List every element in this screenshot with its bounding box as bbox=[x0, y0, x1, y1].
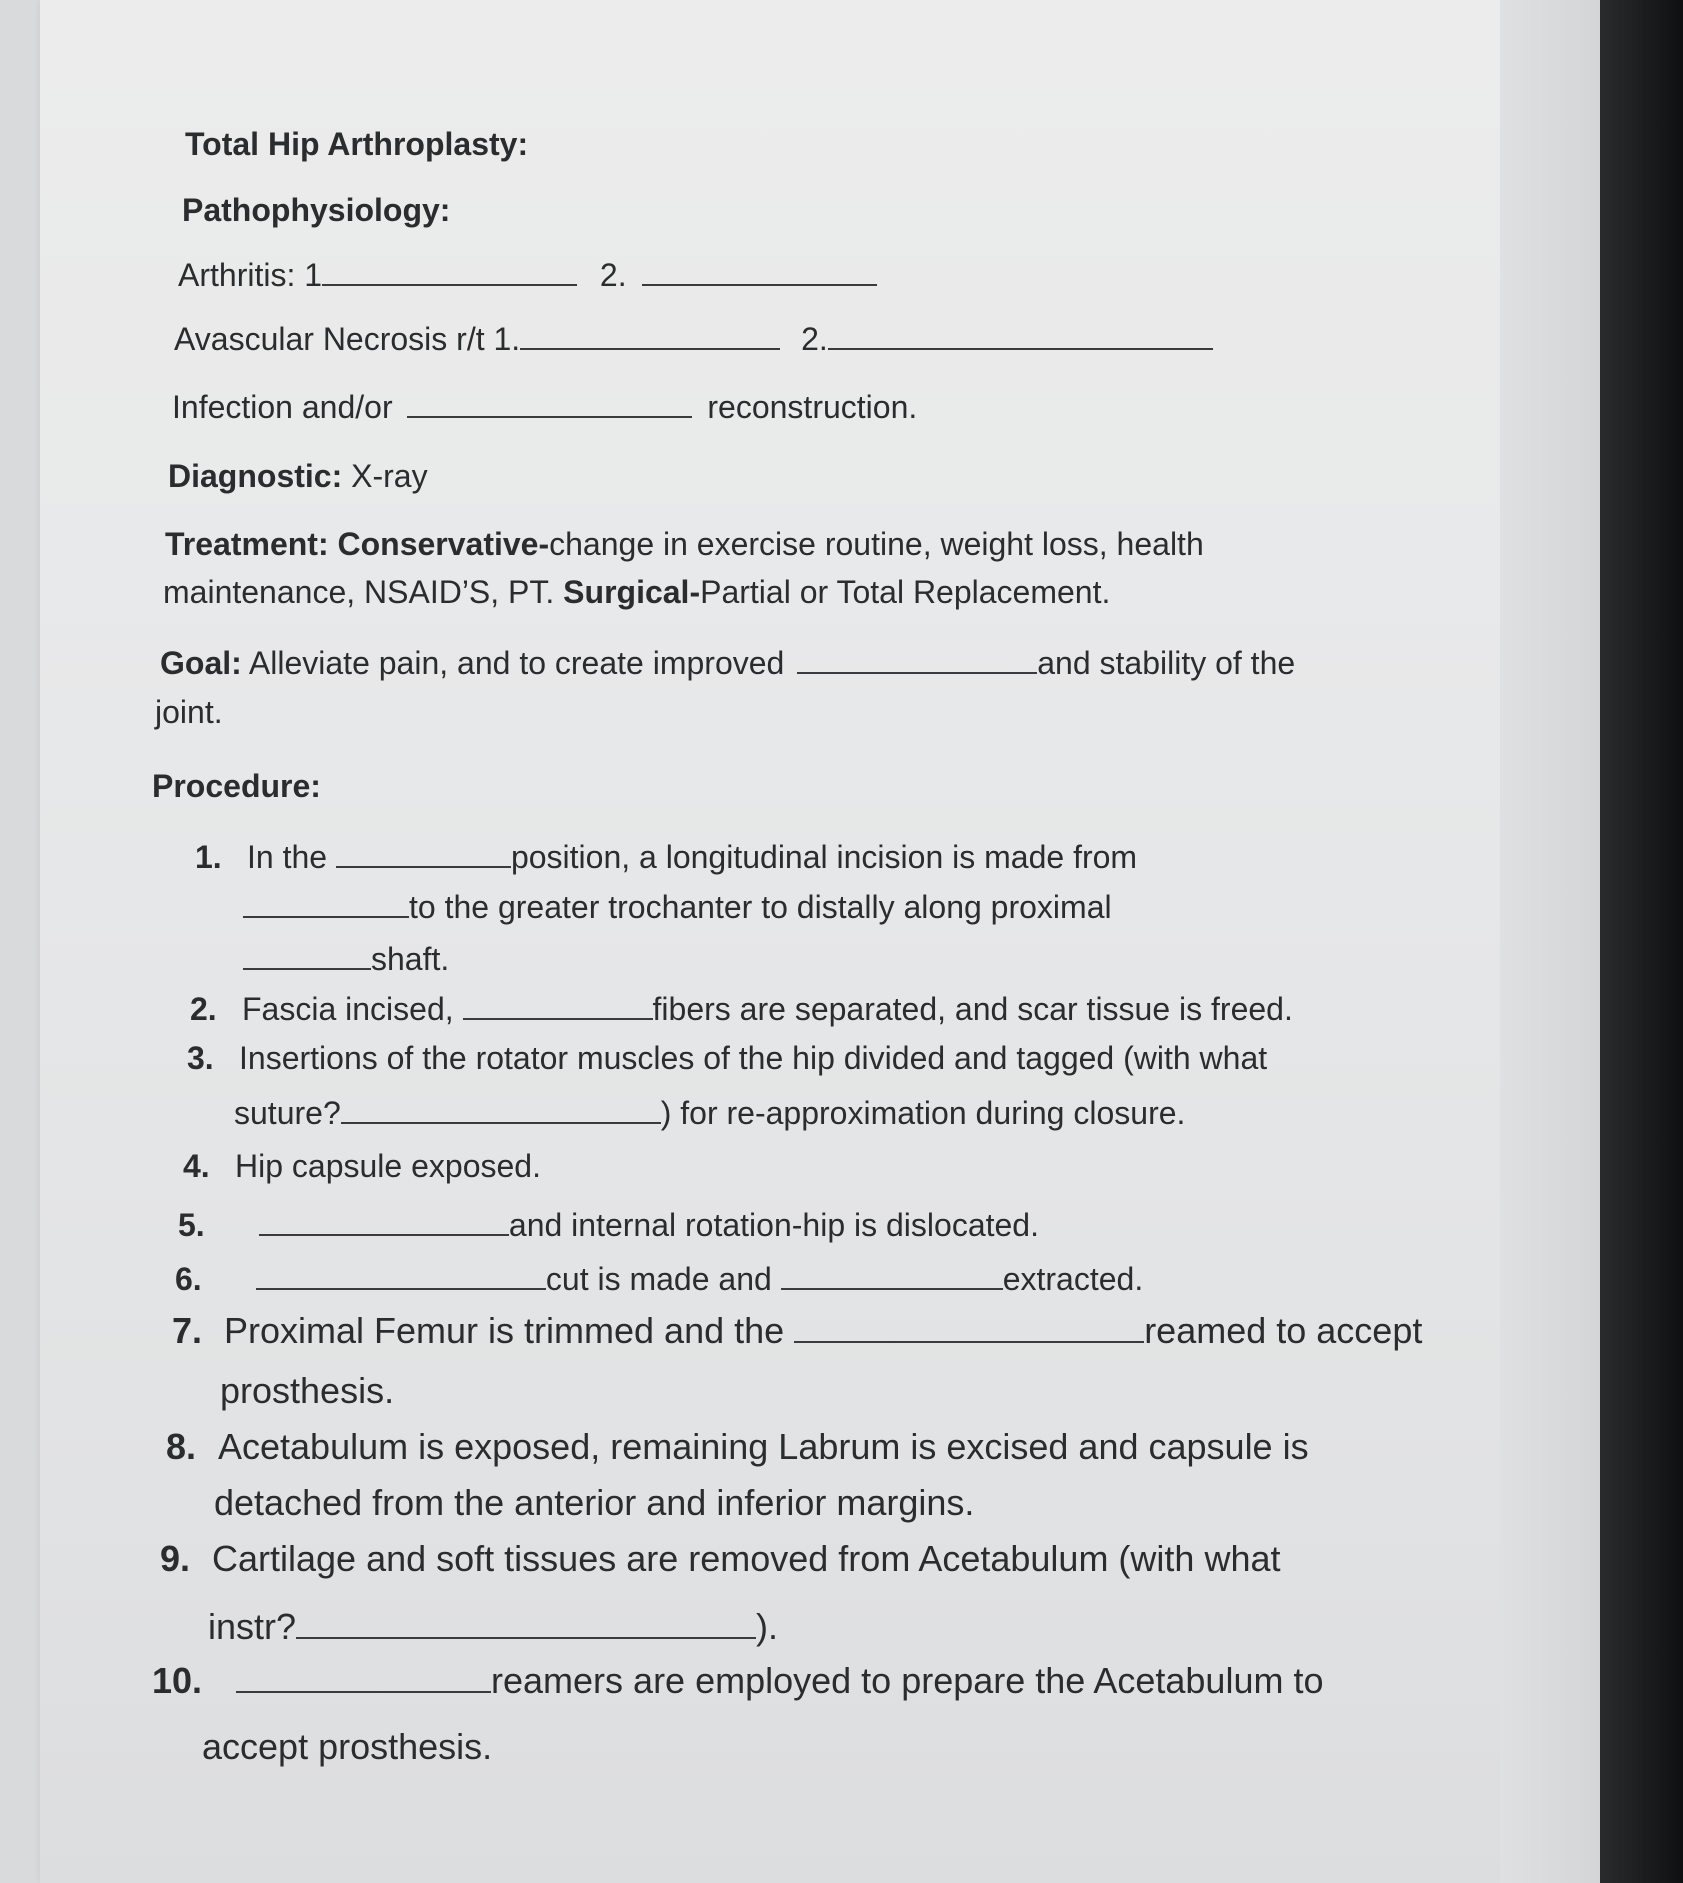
infection-blank[interactable] bbox=[407, 386, 692, 418]
surgical-label: Surgical- bbox=[563, 574, 701, 610]
goal-text: Alleviate pain, and to create improved bbox=[248, 645, 785, 681]
step-2-line-1 bbox=[190, 988, 1293, 1029]
arthritis-line bbox=[178, 254, 877, 295]
step-9-blank-instrument[interactable] bbox=[296, 1607, 756, 1639]
step-3-line-1 bbox=[187, 1038, 1267, 1078]
step-9-text-b: instr? bbox=[208, 1606, 297, 1647]
treatment-line2-text: maintenance, NSAID’S, PT. bbox=[163, 574, 555, 610]
avascular-label: Avascular Necrosis r/t 1. bbox=[174, 321, 521, 357]
conservative-label: Conservative- bbox=[337, 526, 550, 562]
step-4-line-1 bbox=[183, 1146, 541, 1186]
document-title: Total Hip Arthroplasty: bbox=[185, 126, 529, 162]
step-7-blank[interactable] bbox=[794, 1311, 1144, 1343]
treatment-line-1 bbox=[165, 524, 1204, 564]
goal-after: and stability of the bbox=[1037, 645, 1296, 681]
step-10-text-a: reamers are employed to prepare the Acetabulum to bbox=[491, 1660, 1324, 1701]
avascular-blank-1[interactable] bbox=[520, 318, 780, 350]
step-9-number: 9. bbox=[160, 1538, 191, 1579]
step-2-text-b: fibers are separated, and scar tissue is freed. bbox=[652, 991, 1293, 1027]
step-1-line-2 bbox=[243, 886, 1112, 927]
arthritis-label: Arthritis: 1 bbox=[178, 257, 323, 293]
step-9-line-1 bbox=[160, 1536, 1281, 1582]
step-1-blank-origin[interactable] bbox=[243, 886, 409, 918]
step-3-number: 3. bbox=[187, 1040, 214, 1076]
step-8-line-1 bbox=[166, 1424, 1309, 1470]
step-7-line-1 bbox=[172, 1308, 1422, 1354]
step-6-line-1 bbox=[175, 1258, 1143, 1299]
step-7-text-b: reamed to accept bbox=[1144, 1310, 1423, 1351]
diagnostic-label: Diagnostic: bbox=[168, 458, 343, 494]
step-7-text-a: Proximal Femur is trimmed and the bbox=[224, 1310, 785, 1351]
device-edge bbox=[1600, 0, 1683, 1883]
step-10-line-2: accept prosthesis. bbox=[202, 1726, 493, 1767]
step-9-line-2 bbox=[208, 1604, 778, 1650]
step-9-text-a: Cartilage and soft tissues are removed from Acetabulum (with what bbox=[212, 1538, 1281, 1579]
step-1-text-b: position, a longitudinal incision is made from bbox=[510, 839, 1138, 875]
step-10-line-1 bbox=[152, 1658, 1323, 1704]
step-6-blank-cut[interactable] bbox=[256, 1258, 546, 1290]
goal-blank[interactable] bbox=[797, 642, 1037, 674]
step-6-text-a: cut is made and bbox=[545, 1261, 772, 1297]
step-2-number: 2. bbox=[190, 991, 217, 1027]
step-6-text-b: extracted. bbox=[1002, 1261, 1144, 1297]
step-5-text-a: and internal rotation-hip is dislocated. bbox=[508, 1207, 1039, 1243]
step-3-text-a: Insertions of the rotator muscles of the hip divided and tagged (with what bbox=[239, 1040, 1268, 1076]
step-5-blank[interactable] bbox=[259, 1204, 509, 1236]
surgical-text: Partial or Total Replacement. bbox=[700, 574, 1111, 610]
step-1-text-a: In the bbox=[247, 839, 328, 875]
step-2-blank[interactable] bbox=[463, 988, 653, 1020]
conservative-text: change in exercise routine, weight loss, health bbox=[549, 526, 1204, 562]
step-4-text-a: Hip capsule exposed. bbox=[235, 1148, 541, 1184]
treatment-line-2 bbox=[163, 572, 1110, 612]
step-10-blank[interactable] bbox=[236, 1661, 491, 1693]
step-5-line-1 bbox=[178, 1204, 1039, 1245]
arthritis-blank-1[interactable] bbox=[322, 254, 577, 286]
step-1-blank-shaft[interactable] bbox=[243, 938, 371, 970]
step-7-line-2: prosthesis. bbox=[220, 1370, 395, 1411]
step-5-number: 5. bbox=[178, 1207, 205, 1243]
diagnostic-value: X-ray bbox=[351, 458, 428, 494]
step-1-blank-position[interactable] bbox=[336, 836, 511, 868]
step-6-number: 6. bbox=[175, 1261, 202, 1297]
avascular-num-2: 2. bbox=[801, 321, 828, 357]
step-1-number: 1. bbox=[195, 839, 222, 875]
goal-line-2: joint. bbox=[155, 694, 223, 730]
infection-label: Infection and/or bbox=[172, 389, 393, 425]
step-6-blank-extracted[interactable] bbox=[781, 1258, 1003, 1290]
step-1-line-1 bbox=[195, 836, 1137, 877]
step-9-text-c: ). bbox=[756, 1606, 779, 1647]
avascular-blank-2[interactable] bbox=[828, 318, 1213, 350]
step-7-number: 7. bbox=[172, 1310, 203, 1351]
goal-label: Goal: bbox=[160, 645, 242, 681]
procedure-heading: Procedure: bbox=[152, 768, 321, 804]
diagnostic-line bbox=[168, 456, 428, 496]
step-3-text-c: ) for re-approximation during closure. bbox=[660, 1095, 1186, 1131]
arthritis-num-2: 2. bbox=[599, 257, 627, 293]
step-1-text-c: to the greater trochanter to distally along proximal bbox=[409, 889, 1112, 925]
step-3-line-2 bbox=[234, 1092, 1185, 1133]
step-1-text-d: shaft. bbox=[371, 941, 450, 977]
goal-line-1 bbox=[160, 642, 1295, 683]
background-surface bbox=[1500, 0, 1600, 1883]
step-10-number: 10. bbox=[152, 1660, 203, 1701]
step-8-line-2: detached from the anterior and inferior margins. bbox=[214, 1482, 975, 1523]
pathophysiology-heading: Pathophysiology: bbox=[182, 192, 451, 228]
step-3-text-b: suture? bbox=[234, 1095, 341, 1131]
step-1-line-3 bbox=[243, 938, 449, 979]
step-8-text-a: Acetabulum is exposed, remaining Labrum is excised and capsule is bbox=[218, 1426, 1309, 1467]
treatment-label: Treatment: bbox=[165, 526, 329, 562]
infection-after: reconstruction. bbox=[707, 389, 918, 425]
avascular-necrosis-line bbox=[174, 318, 1213, 359]
arthritis-blank-2[interactable] bbox=[642, 254, 877, 286]
step-4-number: 4. bbox=[183, 1148, 210, 1184]
step-3-blank-suture[interactable] bbox=[341, 1092, 661, 1124]
step-8-number: 8. bbox=[166, 1426, 197, 1467]
infection-line bbox=[172, 386, 917, 427]
step-2-text-a: Fascia incised, bbox=[242, 991, 454, 1027]
